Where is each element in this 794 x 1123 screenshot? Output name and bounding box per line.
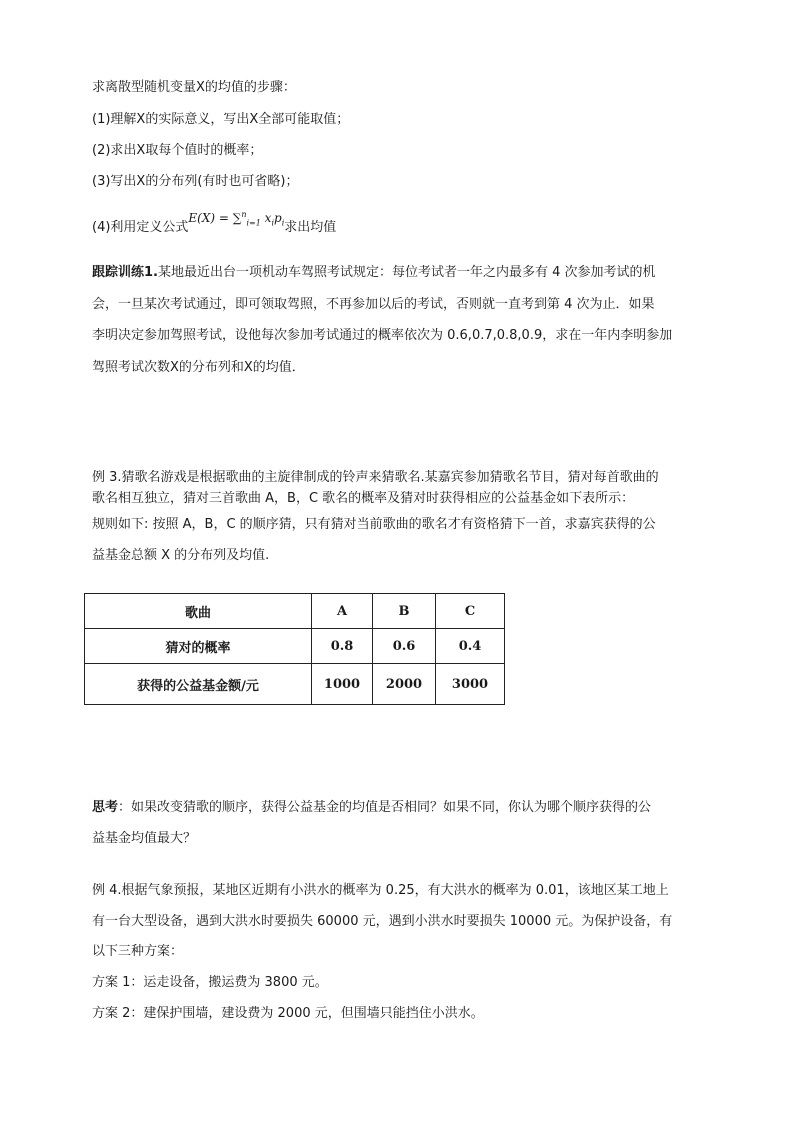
example4-plan-2: 方案 2：建保护围墙，建设费为 2000 元，但围墙只能挡住小洪水。 [92,1006,484,1021]
practice-label: 跟踪训练1. [92,265,158,280]
step-4-suffix: 求出均值 [284,220,337,235]
example3-line-3: 规则如下: 按照 A，B，C 的顺序猜，只有猜对当前歌曲的歌名才有资格猜下一首，求嘉宾获得的公 [92,517,656,532]
expectation-formula: E(X) = ∑$^n_{i=1}$ $x_ip_i$ [188,210,285,228]
table-row [85,629,505,664]
table-header-row [85,594,505,629]
step-1: (1)理解X的实际意义，写出X全部可能取值； [92,112,350,127]
table-cell: 0.4 [436,629,505,664]
table-row [85,664,505,705]
practice-line-3: 李明决定参加驾照考试，设他每次参加考试通过的概率依次为 0.6,0.7,0.8,0.9，求在一年内李明参加 [92,328,673,343]
example3-line-2: 歌名相互独立，猜对三首歌曲 A，B，C 歌名的概率及猜对时获得相应的公益基金如下表所示： [92,491,635,506]
step-3: (3)写出X的分布列(有时也可省略)； [92,174,299,189]
steps-intro: 求离散型随机变量X的均值的步骤： [92,80,296,95]
example4-plan-1: 方案 1：运走设备，搬运费为 3800 元。 [92,975,328,990]
prize-table [84,593,505,705]
table-cell: 0.6 [373,629,436,664]
practice-text-1: 某地最近出台一项机动车驾照考试规定：每位考试者一年之内最多有 4 次参加考试的机 [157,265,656,280]
think-label: 思考 [92,800,119,815]
example4-line-2: 有一台大型设备，遇到大洪水时要损失 60000 元，遇到小洪水时要损失 10000 元。为保护设备，有 [92,914,673,929]
table-cell: 获得的公益基金额/元 [85,664,312,705]
example4-line-1: 例 4.根据气象预报，某地区近期有小洪水的概率为 0.25，有大洪水的概率为 0.01，该地区某工地上 [92,883,669,898]
table-header-cell: C [436,594,505,629]
practice-line-2: 会，一旦某次考试通过，即可领取驾照，不再参加以后的考试，否则就一直考到第 4 次为止．如果 [92,297,655,312]
think-line-1 [92,798,651,818]
table-cell: 1000 [312,664,373,705]
step-2: (2)求出X取每个值时的概率； [92,143,263,158]
table-cell: 0.8 [312,629,373,664]
step-4 [92,210,337,242]
table-cell: 3000 [436,664,505,705]
table-cell: 2000 [373,664,436,705]
table-header-cell: A [312,594,373,629]
table-header-cell: 歌曲 [85,594,312,629]
practice-line-4: 驾照考试次数X的分布列和X的均值． [92,360,305,375]
example3-line-1: 例 3.猜歌名游戏是根据歌曲的主旋律制成的铃声来猜歌名.某嘉宾参加猜歌名节目，猜对每首歌曲的 [92,470,659,485]
example4-line-3: 以下三种方案： [92,944,184,959]
example3-line-4: 益基金总额 X 的分布列及均值. [92,548,270,563]
practice-line-1 [92,263,656,283]
table-header-cell: B [373,594,436,629]
think-text-1: ：如果改变猜歌的顺序，获得公益基金的均值是否相同？如果不同，你认为哪个顺序获得的公 [118,800,652,815]
think-line-2: 益基金均值最大？ [92,831,197,846]
step-4-prefix: (4)利用定义公式 [92,220,189,235]
table-cell: 猜对的概率 [85,629,312,664]
